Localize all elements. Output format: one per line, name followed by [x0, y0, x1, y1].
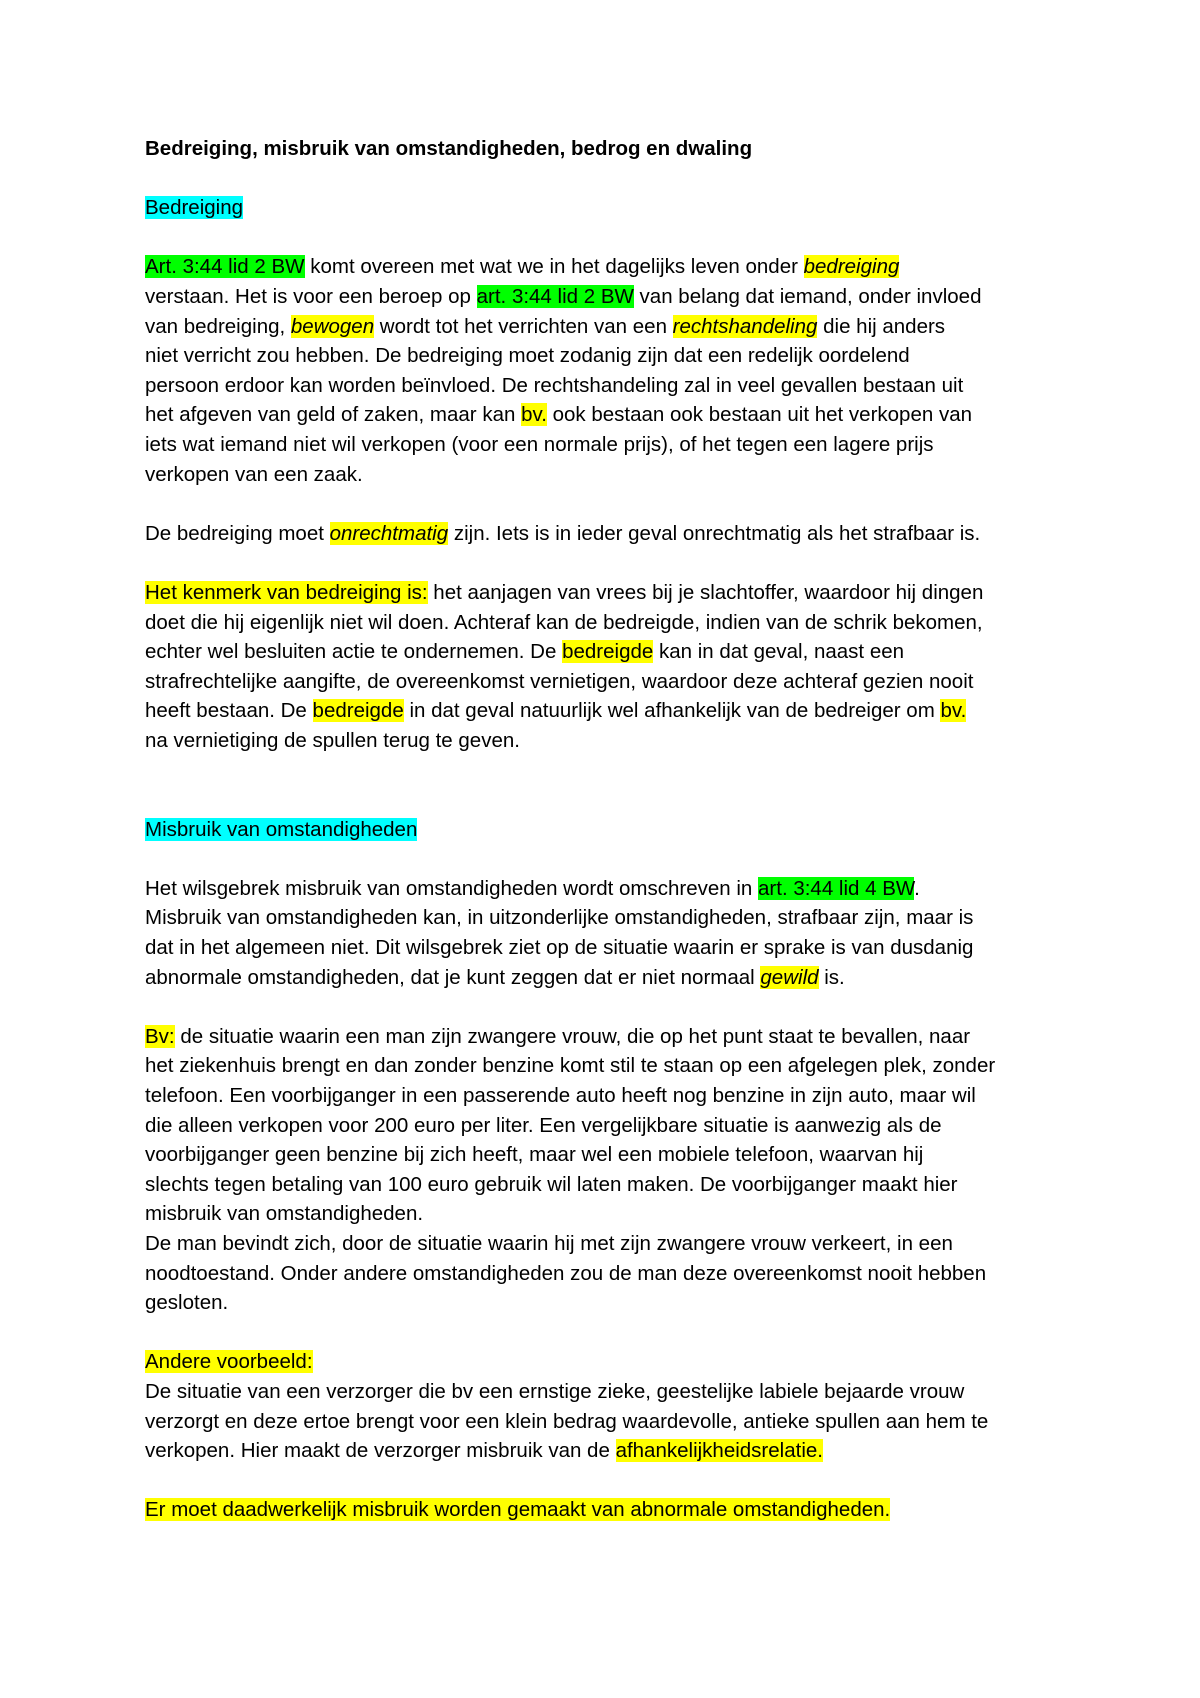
highlighted-label: Bv:: [145, 1024, 175, 1048]
text-line: [145, 578, 1085, 608]
text-line: slechts tegen betaling van 100 euro gebruik wil laten maken. De voorbijganger maakt hier: [145, 1172, 958, 1196]
highlighted-term: rechtshandeling: [672, 314, 818, 338]
text-line: [145, 1436, 1085, 1466]
article-reference: art. 3:44 lid 4 BW: [758, 876, 915, 900]
text-line: [145, 963, 1085, 993]
heading-text: Bedreiging: [145, 196, 244, 220]
text-run: heeft bestaan. De: [145, 699, 313, 723]
text-line: De situatie van een verzorger die bv een ernstige zieke, geestelijke labiele bejaarde vrouw: [145, 1379, 965, 1403]
text-line: telefoon. Een voorbijganger in een passerende auto heeft nog benzine in zijn auto, maar wil: [145, 1084, 976, 1107]
paragraph-misbruik-definition: [145, 874, 1085, 992]
text-run: het aanjagen van vrees bij je slachtoffer, waardoor hij dingen: [427, 580, 984, 604]
highlighted-term: bv.: [940, 699, 967, 723]
paragraph-bedreiging-definition: [145, 252, 1085, 489]
highlighted-term: onrechtmatig: [329, 521, 449, 545]
text-line: [145, 874, 1085, 904]
text-run: komt overeen met wat we in het dagelijks leven onder: [304, 255, 804, 279]
text-line: [145, 696, 1085, 726]
text-run: .: [914, 876, 920, 900]
text-line: doet die hij eigenlijk niet wil doen. Achteraf kan de bedreigde, indien van de schrik bekomen,: [145, 610, 983, 634]
article-reference: art. 3:44 lid 2 BW: [476, 284, 634, 308]
paragraph-example-benzine: [145, 1022, 1085, 1318]
text-run: is.: [818, 965, 845, 989]
text-run: het afgeven van geld of zaken, maar kan: [145, 403, 522, 427]
heading-text: Misbruik van omstandigheden: [145, 817, 418, 841]
paragraph-conclusion: [145, 1495, 1085, 1525]
text-line: iets wat iemand niet wil verkopen (voor een normale prijs), of het tegen een lagere prijs: [145, 432, 934, 456]
section-heading-bedreiging: [145, 193, 1085, 223]
text-line: verkopen van een zaak.: [145, 462, 363, 486]
text-run: echter wel besluiten actie te ondernemen. De: [145, 640, 563, 664]
paragraph-kenmerk-bedreiging: [145, 578, 1085, 756]
text-line: Misbruik van omstandigheden kan, in uitzonderlijke omstandigheden, strafbaar zijn, maar is: [145, 906, 974, 930]
text-line: voorbijganger geen benzine bij zich heeft, maar wel een mobiele telefoon, waarvan hij: [145, 1143, 924, 1167]
highlighted-term: gewild: [760, 965, 819, 989]
highlighted-term: bedreigde: [312, 699, 404, 723]
highlighted-term: bv.: [521, 403, 547, 427]
paragraph-andere-voorbeeld: [145, 1347, 1085, 1465]
text-line: dat in het algemeen niet. Dit wilsgebrek ziet op de situatie waarin er sprake is van dusdanig: [145, 936, 974, 960]
highlighted-term: bedreiging: [803, 255, 900, 279]
article-reference: Art. 3:44 lid 2 BW: [145, 255, 305, 279]
text-run: van bedreiging,: [145, 314, 291, 338]
text-run: Het wilsgebrek misbruik van omstandigheden wordt omschreven in: [145, 876, 759, 900]
text-line: noodtoestand. Onder andere omstandigheden zou de man deze overeenkomst nooit hebben: [145, 1261, 987, 1285]
text-run: de situatie waarin een man zijn zwangere vrouw, die op het punt staat te bevallen, naar: [174, 1024, 971, 1048]
text-line: het ziekenhuis brengt en dan zonder benzine komt stil te staan op een afgelegen plek, zonder: [145, 1054, 996, 1078]
text-line: [145, 312, 1085, 342]
text-run: wordt tot het verrichten van een: [374, 314, 673, 338]
text-line: niet verricht zou hebben. De bedreiging moet zodanig zijn dat een redelijk oordelend: [145, 344, 910, 368]
text-run: De bedreiging moet: [145, 521, 330, 545]
text-run: die hij anders: [817, 314, 946, 338]
text-line: strafrechtelijke aangifte, de overeenkomst vernietigen, waardoor deze achteraf gezien nooit: [145, 669, 974, 693]
text-run: verkopen. Hier maakt de verzorger misbruik van de: [145, 1439, 616, 1463]
text-line: gesloten.: [145, 1291, 229, 1315]
paragraph-onrechtmatig: [145, 519, 1085, 549]
text-line: [145, 1022, 1085, 1052]
text-run: in dat geval natuurlijk wel afhankelijk van de bedreiger om: [403, 699, 941, 723]
highlighted-label: Andere voorbeeld:: [145, 1350, 313, 1374]
text-line: De man bevindt zich, door de situatie waarin hij met zijn zwangere vrouw verkeert, in een: [145, 1231, 953, 1255]
text-line: [145, 282, 1085, 312]
highlighted-term: bewogen: [290, 314, 375, 338]
document-title: Bedreiging, misbruik van omstandigheden, bedrog en dwaling: [145, 137, 753, 160]
text-run: zijn. Iets is in ieder geval onrechtmatig als het strafbaar is.: [448, 521, 981, 545]
text-run: verstaan. Het is voor een beroep op: [145, 284, 477, 308]
text-line: na vernietiging de spullen terug te geven.: [145, 728, 520, 752]
section-heading-misbruik: [145, 815, 1085, 845]
text-line: [145, 252, 1085, 282]
document-body: [145, 134, 1085, 1525]
highlighted-statement: Er moet daadwerkelijk misbruik worden gemaakt van abnormale omstandigheden.: [145, 1498, 891, 1522]
text-line: die alleen verkopen voor 200 euro per liter. Een vergelijkbare situatie is aanwezig als de: [145, 1113, 942, 1137]
text-line: [145, 1347, 1085, 1377]
highlighted-term: afhankelijkheidsrelatie.: [615, 1439, 823, 1463]
text-line: [145, 400, 1085, 430]
text-run: van belang dat iemand, onder invloed: [633, 284, 982, 308]
highlighted-term: bedreigde: [562, 640, 654, 664]
highlighted-label: Het kenmerk van bedreiging is:: [145, 580, 428, 604]
text-run: kan in dat geval, naast een: [653, 640, 905, 664]
text-line: [145, 637, 1085, 667]
text-line: verzorgt en deze ertoe brengt voor een klein bedrag waardevolle, antieke spullen aan hem te: [145, 1409, 989, 1433]
text-run: abnormale omstandigheden, dat je kunt zeggen dat er niet normaal: [145, 965, 761, 989]
text-line: persoon erdoor kan worden beïnvloed. De rechtshandeling zal in veel gevallen bestaan uit: [145, 373, 964, 397]
text-run: ook bestaan ook bestaan uit het verkopen van: [546, 403, 973, 427]
text-line: misbruik van omstandigheden.: [145, 1202, 424, 1226]
